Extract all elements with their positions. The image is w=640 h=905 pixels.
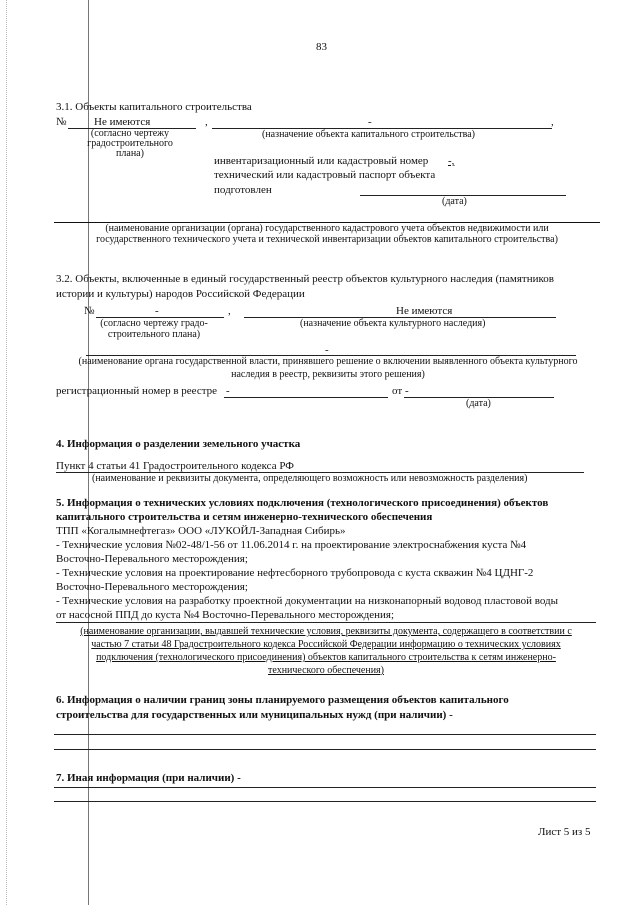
section-3-2-title-line-2: истории и культуры) народов Российской Федерации	[56, 288, 305, 300]
s32-purpose-caption: (назначение объекта культурного наследия)	[300, 318, 486, 329]
s31-org-caption: (наименование организации (органа) государственного кадастрового учета объектов недвижимости или государственного технического учета и технической инвентаризации объектов капитального строительства)	[96, 223, 558, 245]
s6-underline-1	[54, 734, 596, 735]
s31-date-caption: (дата)	[442, 196, 467, 207]
s6-underline-2	[54, 749, 596, 750]
section-3-2-title-line-1: 3.2. Объекты, включенные в единый государственный реестр объектов культурного наследия (памятников	[56, 273, 554, 285]
s4-caption: (наименование и реквизиты документа, определяющего возможность или невозможность разделения)	[92, 473, 528, 484]
s5-underline	[56, 622, 596, 623]
s5-item-2-line-2: Восточно-Перевального месторождения;	[56, 581, 248, 593]
s31-prepared-label: подготовлен	[214, 184, 272, 196]
s31-number-value: Не имеются	[94, 116, 151, 128]
s32-purpose-value: Не имеются	[396, 305, 453, 317]
s32-from-label: от	[392, 385, 403, 397]
s31-passport-label: технический или кадастровый паспорт объекта	[214, 169, 436, 181]
section-4-title: 4. Информация о разделении земельного участка	[56, 438, 301, 450]
s7-underline-2	[54, 801, 596, 802]
s31-inventory-label: инвентаризационный или кадастровый номер	[214, 155, 429, 167]
page-number: 83	[316, 41, 327, 53]
s32-from-value: -	[405, 385, 409, 397]
s32-number-label: №	[84, 305, 95, 317]
s5-caption: (наименование организации, выдавшей технические условия, реквизиты документа, содержащего в соответствии с частью 7 статьи 48 Градостроительного кодекса Российской Федерации информацию о технических условиях подключения (технологического присоединения) объектов капитального строительства к сетям инженерно- технического обеспечения)	[80, 626, 572, 676]
s32-date-caption: (дата)	[466, 398, 491, 409]
s7-underline-1	[54, 787, 596, 788]
section-6-title-line-2: строительства для государственных или муниципальных нужд (при наличии) -	[56, 709, 453, 721]
sheet-counter: Лист 5 из 5	[538, 826, 591, 838]
s31-purpose-caption: (назначение объекта капитального строительства)	[262, 129, 475, 140]
s32-reg-value: -	[226, 385, 230, 397]
section-7-title: 7. Иная информация (при наличии) -	[56, 772, 241, 784]
section-5-title-line-2: капитального строительства и сетям инженерно-технического обеспечения	[56, 511, 433, 523]
scan-edge	[6, 0, 7, 905]
s5-item-1-line-1: - Технические условия №02-48/1-56 от 11.06.2014 г. на проектирование электроснабжения куста №4	[56, 539, 527, 551]
s31-comma: ,	[205, 116, 208, 128]
section-3-1-title: 3.1. Объекты капитального строительства	[56, 101, 252, 113]
s5-item-3-line-2: от насосной ППД до куста №4 Восточно-Перевального месторождения;	[56, 609, 395, 621]
s32-authority-caption: (наименование органа государственной власти, принявшего решение о включении выявленного объекта культурного наследия в реестр, реквизиты этого решения)	[78, 356, 578, 380]
s5-org-line: ТПП «Когалымнефтегаз» ООО «ЛУКОЙЛ-Западная Сибирь»	[56, 525, 346, 537]
s5-item-2-line-1: - Технические условия на проектирование нефтесборного трубопровода с куста скважин №4 ЦДНГ-2	[56, 567, 534, 579]
s32-number-caption: (согласно чертежу градо- строительного плана)	[100, 318, 208, 340]
s31-purpose-end-comma: ,	[551, 116, 554, 128]
s5-item-3-line-1: - Технические условия на разработку проектной документации на низконапорный водовод пластовой воды	[56, 595, 559, 607]
section-6-title-line-1: 6. Информация о наличии границ зоны планируемого размещения объектов капитального	[56, 694, 509, 706]
s32-comma: ,	[228, 305, 231, 317]
s32-authority-value: -	[325, 344, 329, 356]
s31-number-label: №	[56, 116, 67, 128]
s32-number-value: -	[155, 305, 159, 317]
s32-reg-underline	[224, 397, 388, 398]
s5-item-1-line-2: Восточно-Перевального месторождения;	[56, 553, 248, 565]
s4-value: Пункт 4 статьи 41 Градостроительного кодекса РФ	[56, 460, 294, 472]
s32-reg-label: регистрационный номер в реестре	[56, 385, 218, 397]
s31-number-caption: (согласно чертежу градостроительного плана)	[87, 128, 173, 159]
s31-inventory-value: -,	[448, 155, 455, 167]
section-5-title-line-1: 5. Информация о технических условиях подключения (технологического присоединения) объектов	[56, 497, 549, 509]
s31-purpose-value: -	[368, 116, 372, 128]
